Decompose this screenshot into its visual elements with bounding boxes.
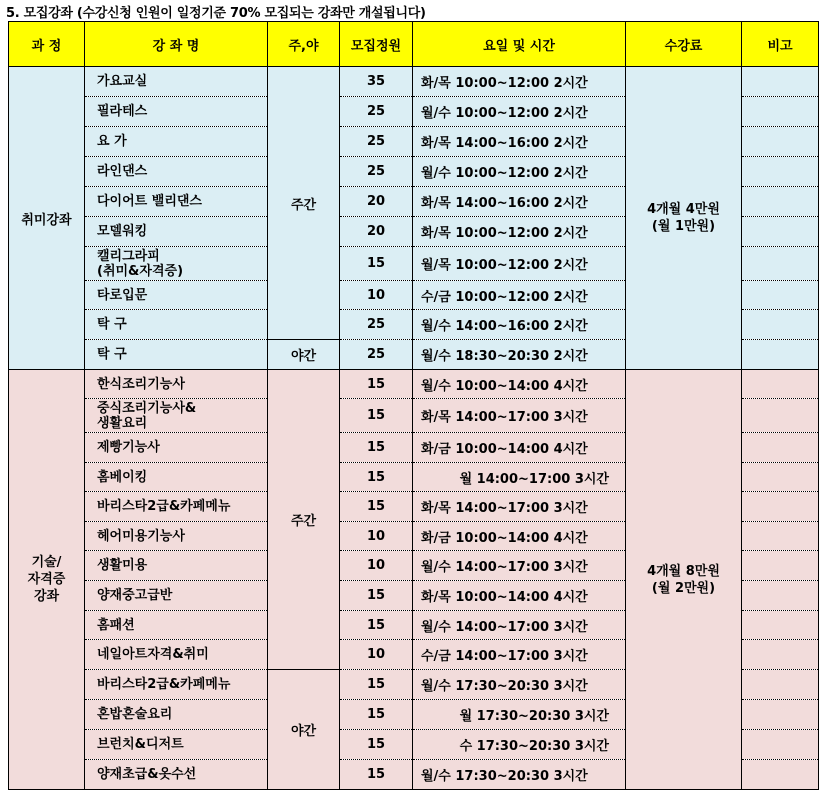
note-cell <box>742 492 819 522</box>
schedule-cell <box>413 127 626 157</box>
capacity-cell: 10 <box>340 551 413 581</box>
schedule-cell <box>413 340 626 370</box>
course-name-cell <box>85 700 268 730</box>
course-name-cell <box>85 581 268 611</box>
fee-cell <box>626 370 742 790</box>
course-name: 혼밥혼술요리 <box>97 707 173 722</box>
capacity-cell: 15 <box>340 730 413 760</box>
schedule-cell <box>413 310 626 340</box>
schedule-text: 월/수 10:00~12:00 2시간 <box>421 166 588 181</box>
header-course: 과 정 <box>9 22 85 67</box>
fee-cell <box>626 67 742 370</box>
daynight-cell <box>268 340 340 370</box>
course-name-cell <box>85 522 268 551</box>
fee-amount: 4개월 4만원 <box>647 202 720 217</box>
daynight-label: 야간 <box>290 724 317 739</box>
note-cell <box>742 370 819 399</box>
schedule-cell <box>413 611 626 640</box>
course-name: 네일아트자격&취미 <box>97 647 209 662</box>
daynight-cell <box>268 670 340 790</box>
schedule-text: 월/수 14:00~17:00 3시간 <box>421 560 588 575</box>
schedule-cell <box>413 492 626 522</box>
note-cell <box>742 217 819 247</box>
course-name: 중식조리기능사& <box>97 400 197 416</box>
course-name: 제빵기능사 <box>97 440 160 455</box>
schedule-text: 화/금 10:00~14:00 4시간 <box>421 442 588 457</box>
category-line: 강좌 <box>33 589 60 604</box>
course-name: 모델워킹 <box>97 224 148 239</box>
schedule-text: 화/목 14:00~16:00 2시간 <box>421 196 588 211</box>
schedule-text: 수/금 14:00~17:00 3시간 <box>421 649 588 664</box>
note-cell <box>742 700 819 730</box>
note-cell <box>742 463 819 492</box>
header-note: 비고 <box>742 22 819 67</box>
capacity-cell: 15 <box>340 611 413 640</box>
note-cell <box>742 281 819 310</box>
note-cell <box>742 187 819 217</box>
course-name: 타로입문 <box>97 287 148 303</box>
capacity-cell: 25 <box>340 127 413 157</box>
schedule-cell <box>413 157 626 187</box>
category-cell <box>9 370 85 790</box>
capacity-cell: 15 <box>340 581 413 611</box>
note-cell <box>742 433 819 463</box>
schedule-cell <box>413 433 626 463</box>
course-name: 생활미용 <box>97 558 148 573</box>
capacity-cell: 15 <box>340 492 413 522</box>
schedule-text: 화/목 14:00~17:00 3시간 <box>421 501 588 516</box>
schedule-text: 월 17:30~20:30 3시간 <box>459 709 609 724</box>
capacity-cell: 25 <box>340 310 413 340</box>
schedule-cell <box>413 640 626 670</box>
capacity-cell: 10 <box>340 522 413 551</box>
course-name-cell <box>85 187 268 217</box>
course-name: 라인댄스 <box>97 164 148 179</box>
schedule-cell <box>413 281 626 310</box>
header-fee: 수강료 <box>626 22 742 67</box>
schedule-cell <box>413 551 626 581</box>
course-name-cell <box>85 247 268 281</box>
capacity-cell: 20 <box>340 187 413 217</box>
note-cell <box>742 551 819 581</box>
schedule-cell <box>413 97 626 127</box>
note-cell <box>742 67 819 97</box>
course-name: 양재중고급반 <box>97 588 173 603</box>
course-name-cell <box>85 97 268 127</box>
daynight-label: 주간 <box>290 514 317 529</box>
capacity-cell: 15 <box>340 433 413 463</box>
course-name-cell <box>85 760 268 790</box>
course-name: 탁 구 <box>97 317 127 332</box>
course-name-cell <box>85 463 268 492</box>
course-name: 헤어미용기능사 <box>97 528 185 544</box>
schedule-text: 화/목 14:00~16:00 2시간 <box>421 136 588 151</box>
schedule-text: 수 17:30~20:30 3시간 <box>459 739 609 754</box>
schedule-text: 월/수 18:30~20:30 2시간 <box>421 349 588 364</box>
course-name-cell <box>85 217 268 247</box>
capacity-cell: 15 <box>340 670 413 700</box>
daynight-cell <box>268 67 340 340</box>
schedule-text: 월/목 10:00~12:00 2시간 <box>421 258 588 273</box>
course-name-cell <box>85 640 268 670</box>
course-name-line2: (취미&자격증) <box>97 263 184 279</box>
category-line: 자격증 <box>27 572 66 587</box>
course-name: 바리스타2급&카페메뉴 <box>97 677 231 692</box>
schedule-cell <box>413 399 626 433</box>
schedule-text: 화/목 14:00~17:00 3시간 <box>421 410 588 425</box>
note-cell <box>742 157 819 187</box>
note-cell <box>742 581 819 611</box>
schedule-text: 월/수 10:00~12:00 2시간 <box>421 106 588 121</box>
schedule-text: 화/목 10:00~14:00 4시간 <box>421 590 588 605</box>
schedule-cell <box>413 67 626 97</box>
note-cell <box>742 640 819 670</box>
capacity-cell: 10 <box>340 640 413 670</box>
note-cell <box>742 522 819 551</box>
capacity-cell: 15 <box>340 370 413 399</box>
schedule-text: 월/수 17:30~20:30 3시간 <box>421 769 588 784</box>
header-capacity: 모집정원 <box>340 22 413 67</box>
schedule-cell <box>413 730 626 760</box>
course-name: 바리스타2급&카페메뉴 <box>97 499 231 514</box>
daynight-label: 주간 <box>290 197 317 213</box>
course-name-cell <box>85 67 268 97</box>
schedule-cell <box>413 760 626 790</box>
capacity-cell: 10 <box>340 281 413 310</box>
course-name-cell <box>85 399 268 433</box>
schedule-cell <box>413 370 626 399</box>
section-title: 5. 모집강좌 (수강신청 인원이 일정기준 70% 모집되는 강좌만 개설됩니다) <box>6 6 426 21</box>
course-name-cell <box>85 310 268 340</box>
schedule-cell <box>413 581 626 611</box>
table-row <box>9 370 819 399</box>
capacity-cell: 20 <box>340 217 413 247</box>
course-table <box>8 21 819 790</box>
schedule-text: 화/목 10:00~12:00 2시간 <box>421 226 588 241</box>
schedule-text: 월/수 10:00~14:00 4시간 <box>421 378 588 394</box>
course-name-cell <box>85 127 268 157</box>
course-name: 홈베이킹 <box>97 469 148 485</box>
header-name: 강 좌 명 <box>85 22 268 67</box>
note-cell <box>742 760 819 790</box>
course-name: 탁 구 <box>97 347 127 362</box>
note-cell <box>742 340 819 370</box>
header-row <box>9 22 819 67</box>
daynight-cell <box>268 370 340 670</box>
capacity-cell: 15 <box>340 247 413 281</box>
capacity-cell: 25 <box>340 157 413 187</box>
category-line: 기술/ <box>31 555 62 570</box>
fee-amount: 4개월 8만원 <box>647 563 720 579</box>
course-name-cell <box>85 492 268 522</box>
course-name: 홈패션 <box>97 617 135 633</box>
schedule-cell <box>413 247 626 281</box>
header-daynight: 주,야 <box>268 22 340 67</box>
category-label: 취미강좌 <box>21 212 72 228</box>
note-cell <box>742 97 819 127</box>
header-schedule: 요일 및 시간 <box>413 22 626 67</box>
schedule-cell <box>413 700 626 730</box>
note-cell <box>742 670 819 700</box>
capacity-cell: 15 <box>340 463 413 492</box>
schedule-cell <box>413 522 626 551</box>
course-name-cell <box>85 611 268 640</box>
daynight-label: 야간 <box>290 349 317 364</box>
schedule-cell <box>413 670 626 700</box>
schedule-text: 월/수 14:00~16:00 2시간 <box>421 319 588 334</box>
course-name-cell <box>85 433 268 463</box>
course-name-line2: 생활요리 <box>97 415 148 431</box>
note-cell <box>742 730 819 760</box>
course-name: 가요교실 <box>97 74 148 89</box>
course-name-cell <box>85 340 268 370</box>
capacity-cell: 15 <box>340 760 413 790</box>
course-name: 요 가 <box>97 134 127 149</box>
fee-monthly: (월 2만원) <box>651 580 716 596</box>
schedule-cell <box>413 463 626 492</box>
course-name-cell <box>85 551 268 581</box>
course-name: 브런치&디저트 <box>97 737 184 752</box>
note-cell <box>742 127 819 157</box>
capacity-cell: 25 <box>340 340 413 370</box>
course-name-cell <box>85 730 268 760</box>
course-name: 캘리그라피 <box>97 248 160 264</box>
schedule-text: 수/금 10:00~12:00 2시간 <box>421 289 588 305</box>
category-cell <box>9 67 85 370</box>
schedule-text: 월 14:00~17:00 3시간 <box>459 471 609 487</box>
capacity-cell: 25 <box>340 97 413 127</box>
schedule-text: 화/목 10:00~12:00 2시간 <box>421 76 588 91</box>
note-cell <box>742 247 819 281</box>
schedule-text: 화/금 10:00~14:00 4시간 <box>421 530 588 546</box>
schedule-cell <box>413 217 626 247</box>
capacity-cell: 15 <box>340 700 413 730</box>
note-cell <box>742 399 819 433</box>
capacity-cell: 35 <box>340 67 413 97</box>
note-cell <box>742 310 819 340</box>
course-name-cell <box>85 281 268 310</box>
schedule-text: 월/수 17:30~20:30 3시간 <box>421 679 588 694</box>
course-name: 양재초급&옷수선 <box>97 767 197 782</box>
capacity-cell: 15 <box>340 399 413 433</box>
course-name: 한식조리기능사 <box>97 376 185 392</box>
course-name-cell <box>85 157 268 187</box>
course-name: 필라테스 <box>97 104 148 119</box>
table-row <box>9 67 819 97</box>
schedule-text: 월/수 14:00~17:00 3시간 <box>421 619 588 635</box>
note-cell <box>742 611 819 640</box>
course-name: 다이어트 밸리댄스 <box>97 194 202 209</box>
course-name-cell <box>85 370 268 399</box>
fee-monthly: (월 1만원) <box>651 219 716 234</box>
schedule-cell <box>413 187 626 217</box>
course-name-cell <box>85 670 268 700</box>
